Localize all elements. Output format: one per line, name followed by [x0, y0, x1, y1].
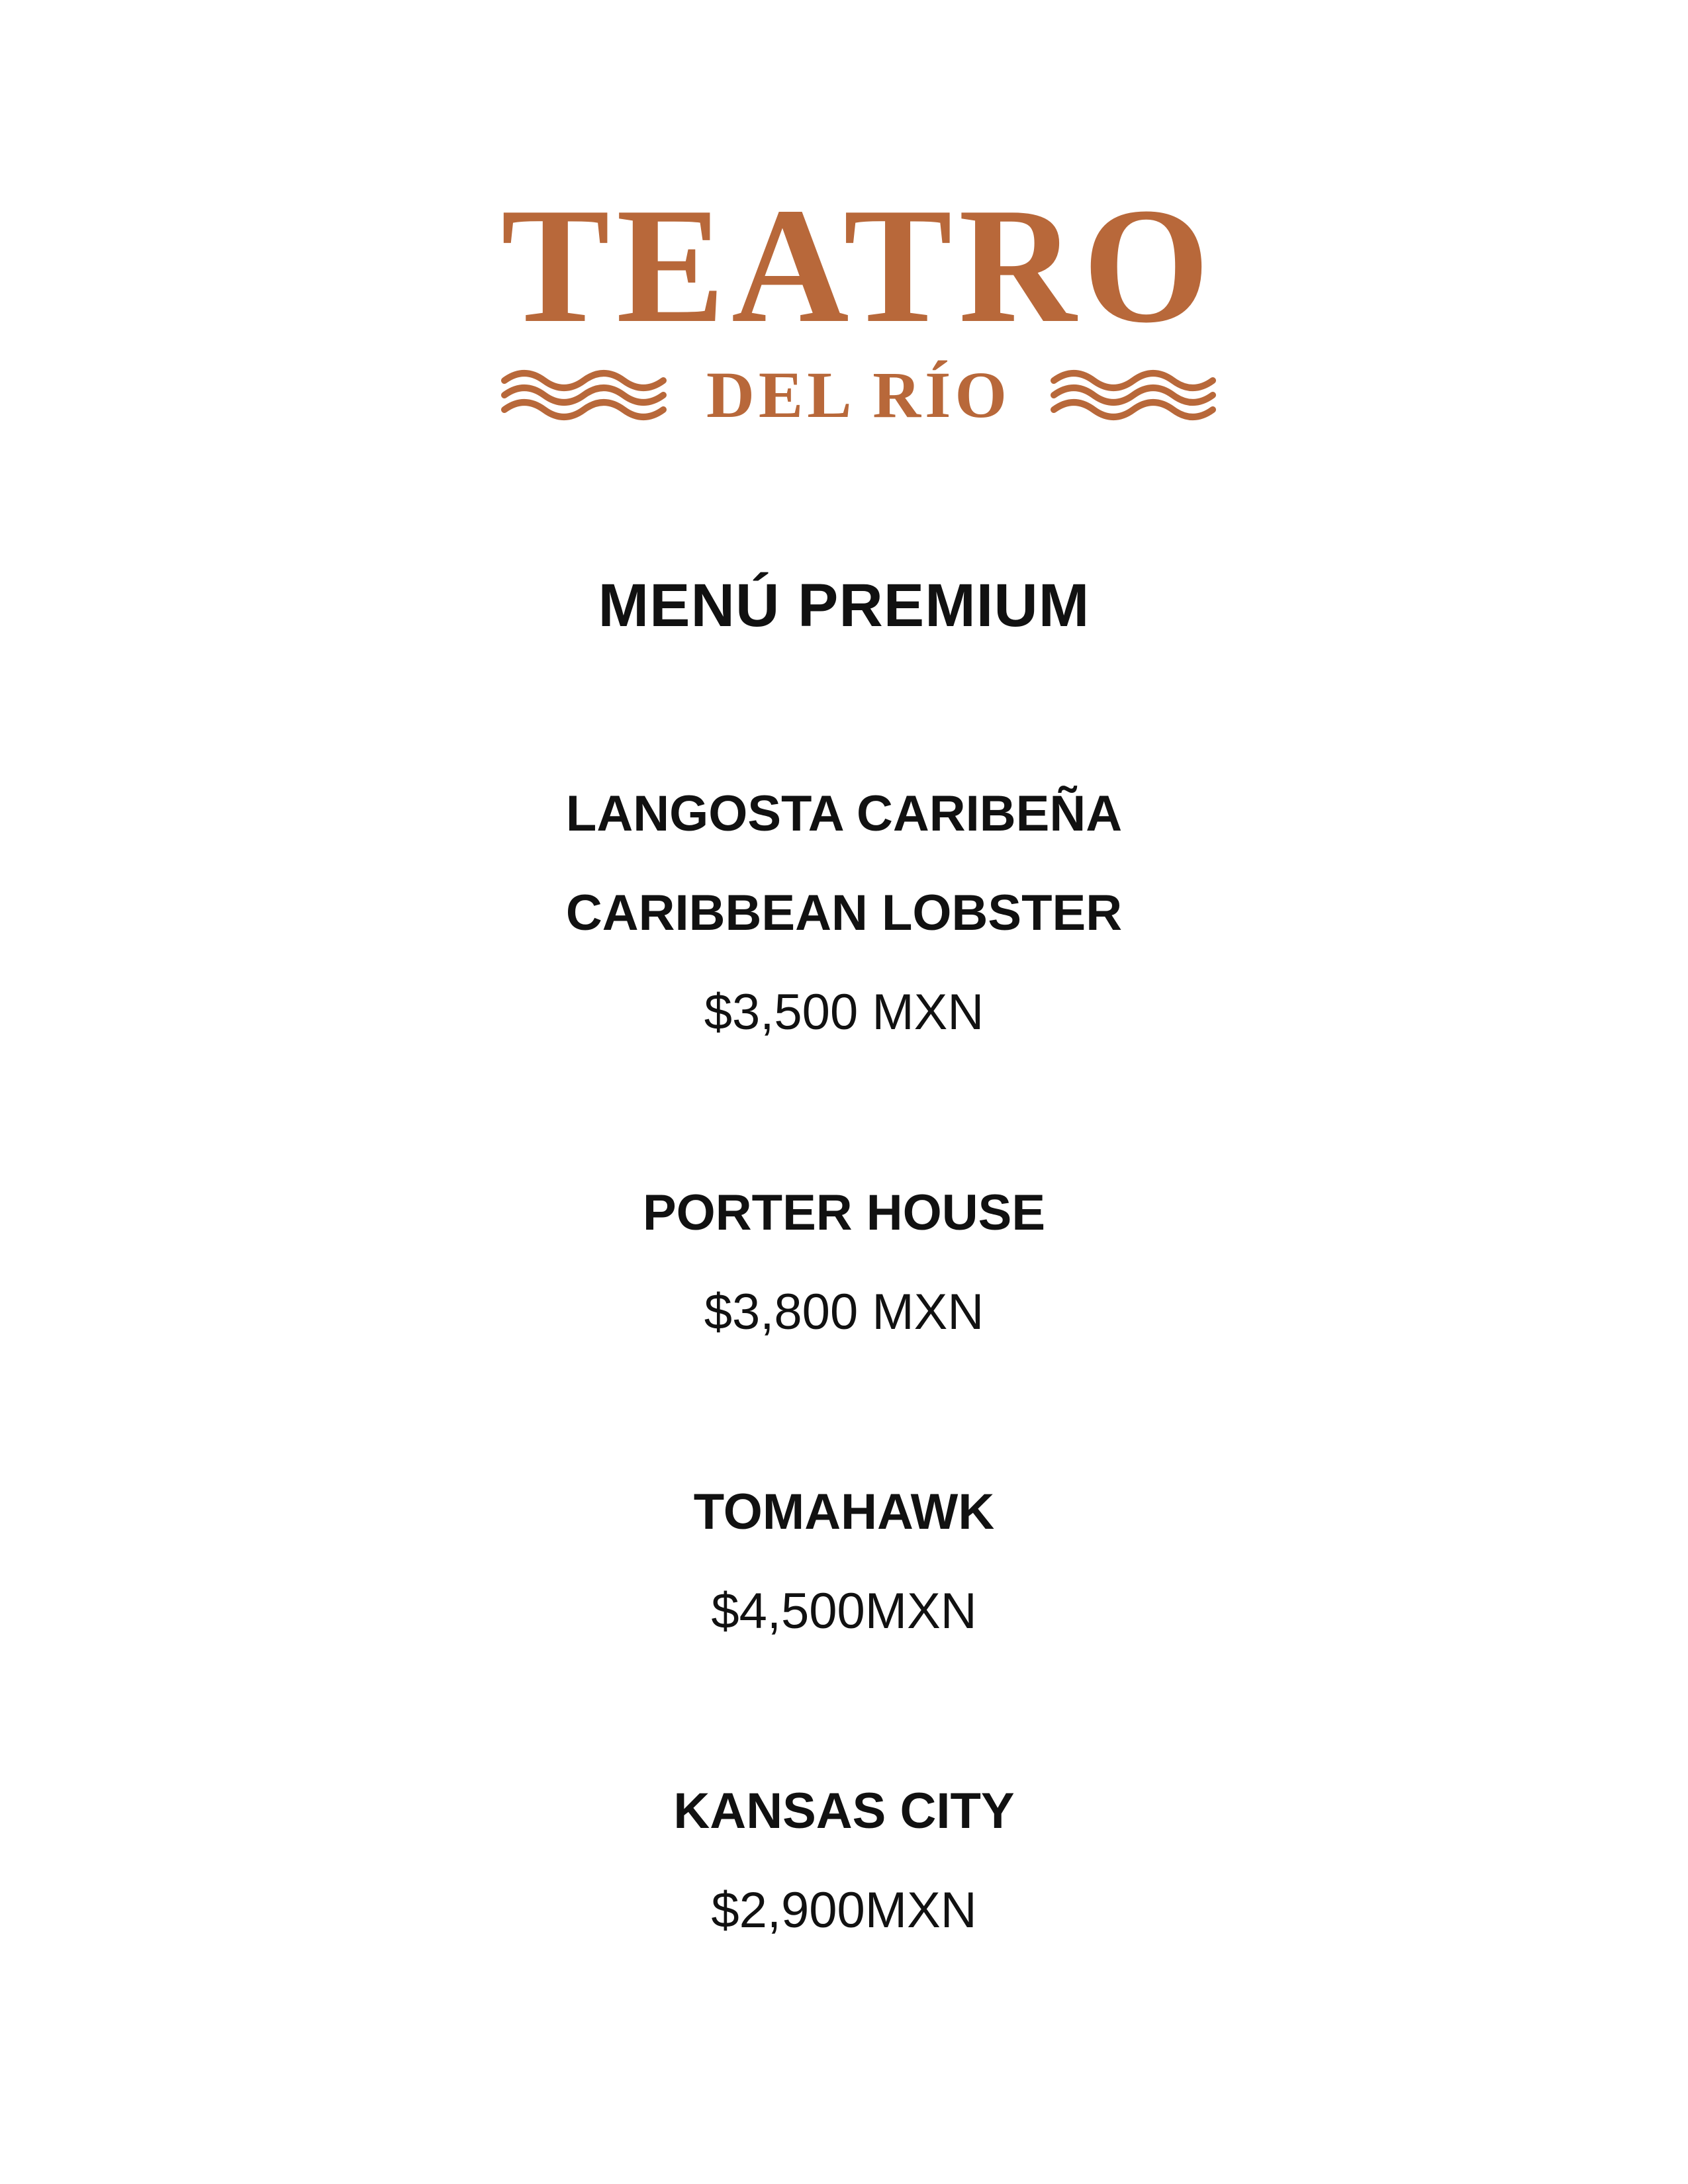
- item-name-spanish: LANGOSTA CARIBEÑA: [565, 786, 1123, 842]
- logo-main-text: TEATRO: [501, 189, 1216, 357]
- wave-right-icon: [1054, 373, 1213, 417]
- item-name: TOMAHAWK: [693, 1484, 995, 1540]
- teatro-del-rio-logo: [498, 189, 1219, 427]
- item-name-english: CARIBBEAN LOBSTER: [565, 885, 1123, 941]
- item-price: $3,800 MXN: [704, 1284, 984, 1340]
- item-price: $3,500 MXN: [704, 984, 984, 1040]
- menu-title: MENÚ PREMIUM: [598, 572, 1090, 639]
- wave-left-icon: [504, 373, 663, 417]
- item-name: KANSAS CITY: [673, 1783, 1015, 1839]
- item-price: $2,900MXN: [711, 1882, 977, 1938]
- item-name: PORTER HOUSE: [642, 1185, 1046, 1241]
- item-price: $4,500MXN: [711, 1583, 977, 1639]
- logo-sub-text: DEL RÍO: [706, 358, 1011, 427]
